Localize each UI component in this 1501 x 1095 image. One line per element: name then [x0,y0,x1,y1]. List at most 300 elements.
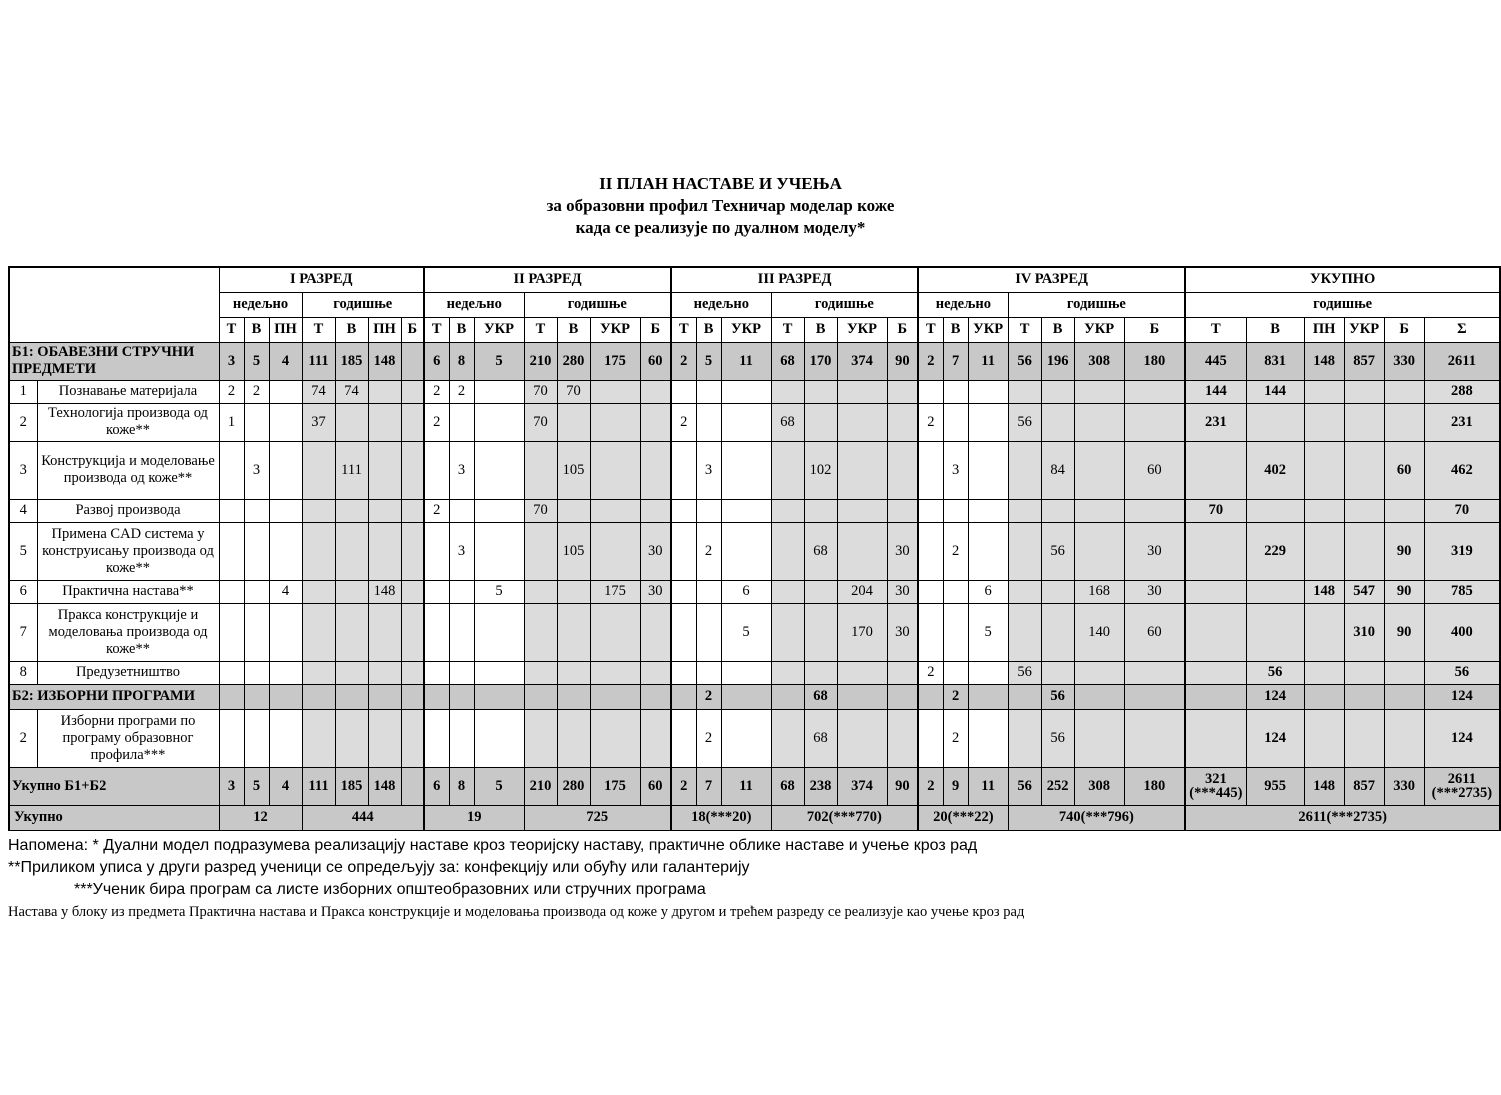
value-cell: 4 [269,342,302,380]
value-cell [918,684,943,709]
value-cell [269,441,302,499]
value-cell: 148 [368,767,401,805]
notes-block [8,835,1024,923]
value-cell: 6 [968,580,1008,603]
value-cell: 8 [449,342,474,380]
subject-name: Практична настава** [37,580,219,603]
value-cell: 56 [1041,709,1074,767]
value-cell [1344,684,1384,709]
header-annual-2: годишње [524,292,671,317]
value-cell [837,441,887,499]
value-cell [1246,499,1304,522]
value-cell [696,499,721,522]
value-cell: 68 [771,767,804,805]
value-cell: 2 [918,403,943,441]
value-cell: 30 [1124,522,1185,580]
value-cell [474,603,524,661]
value-cell: 124 [1424,709,1500,767]
col-header-y4-0: Т [918,317,943,342]
value-cell [943,603,968,661]
header-weekly-4: недељно [918,292,1008,317]
total-label: Укупно Б1+Б2 [9,767,219,805]
value-cell [771,380,804,403]
value-cell [943,499,968,522]
value-cell [918,499,943,522]
value-cell: 319 [1424,522,1500,580]
group-label-b2: Б2: ИЗБОРНИ ПРОГРАМИ [9,684,219,709]
header-years-row [9,267,1500,292]
value-cell: 2 [244,380,269,403]
value-cell: 2 [943,709,968,767]
value-cell: 70 [524,380,557,403]
value-cell [474,684,524,709]
value-cell [721,661,771,684]
header-annual-1: годишње [302,292,424,317]
value-cell: 330 [1384,342,1424,380]
value-cell [269,380,302,403]
value-cell: 185 [335,767,368,805]
value-cell [368,603,401,661]
value-cell [640,709,671,767]
value-cell: 148 [1304,342,1344,380]
value-cell [721,499,771,522]
value-cell: 175 [590,342,640,380]
col-header-y3-0: Т [671,317,696,342]
value-cell [640,380,671,403]
value-cell [1041,403,1074,441]
value-cell: 445 [1185,342,1246,380]
col-header-y1-4: В [335,317,368,342]
subject-row-elective [9,709,1500,767]
value-cell: 2611 (***2735) [1424,767,1500,805]
value-cell: 90 [1384,603,1424,661]
value-cell [335,580,368,603]
value-cell [1384,380,1424,403]
subject-row [9,499,1500,522]
value-cell: 168 [1074,580,1124,603]
value-cell [1124,709,1185,767]
value-cell [1124,499,1185,522]
value-cell: 70 [524,403,557,441]
value-cell: 374 [837,342,887,380]
value-cell [640,603,671,661]
subject-row [9,522,1500,580]
value-cell: 170 [837,603,887,661]
title-line-1: II ПЛАН НАСТАВЕ И УЧЕЊА [599,174,842,193]
value-cell [918,522,943,580]
value-cell [244,499,269,522]
value-cell [401,441,424,499]
value-cell [269,603,302,661]
value-cell: 56 [1041,684,1074,709]
header-corner-cell [9,267,219,342]
col-header-tot-4: Б [1384,317,1424,342]
value-cell [590,522,640,580]
value-cell [269,684,302,709]
value-cell: 402 [1246,441,1304,499]
value-cell [424,580,449,603]
value-cell [449,403,474,441]
value-cell [1344,499,1384,522]
value-cell [590,380,640,403]
value-cell [640,403,671,441]
value-cell [335,661,368,684]
value-cell [1344,403,1384,441]
value-cell [1124,380,1185,403]
value-cell [1384,403,1424,441]
value-cell [269,709,302,767]
col-header-tot-2: ПН [1304,317,1344,342]
value-cell: 4 [269,767,302,805]
value-cell [219,661,244,684]
subject-number: 6 [9,580,37,603]
value-cell [1304,380,1344,403]
value-cell: 60 [1124,441,1185,499]
header-columns-row [9,317,1500,342]
value-cell [1041,380,1074,403]
value-cell: 204 [837,580,887,603]
value-cell [269,499,302,522]
value-cell: 231 [1424,403,1500,441]
value-cell [671,709,696,767]
value-cell: 60 [1384,441,1424,499]
value-cell [524,580,557,603]
value-cell: 105 [557,441,590,499]
value-cell [1384,661,1424,684]
value-cell: 74 [335,380,368,403]
value-cell [837,403,887,441]
value-cell [219,522,244,580]
value-cell [424,603,449,661]
value-cell [640,441,671,499]
value-cell: 144 [1246,380,1304,403]
value-cell: 2 [449,380,474,403]
value-cell: 6 [424,342,449,380]
value-cell [335,684,368,709]
value-cell [918,441,943,499]
value-cell: 111 [335,441,368,499]
subject-name: Примена CAD система у конструисању производа од коже** [37,522,219,580]
col-header-y2-0: Т [424,317,449,342]
value-cell [1041,661,1074,684]
value-cell [1185,580,1246,603]
value-cell [302,441,335,499]
value-cell: 7 [696,767,721,805]
value-cell [1304,441,1344,499]
value-cell: 11 [968,342,1008,380]
value-cell [1185,603,1246,661]
value-cell [401,499,424,522]
value-cell [696,580,721,603]
value-cell [837,522,887,580]
value-cell [640,661,671,684]
value-cell [671,603,696,661]
value-cell [401,709,424,767]
value-cell [302,603,335,661]
value-cell [590,709,640,767]
value-cell: 2 [943,522,968,580]
value-cell [1124,403,1185,441]
value-cell: 831 [1246,342,1304,380]
value-cell: 310 [1344,603,1384,661]
value-cell: 231 [1185,403,1246,441]
note-4: Настава у блоку из предмета Практична настава и Пракса конструкције и моделовања производа од коже у другом и трећем разреду се реализује као учење кроз рад [8,904,1025,920]
value-cell [474,499,524,522]
value-cell [1008,380,1041,403]
group-row-b1 [9,342,1500,380]
value-cell [557,499,590,522]
value-cell [244,580,269,603]
value-cell [302,522,335,580]
header-weekly-1: недељно [219,292,302,317]
grand-total-cell: 18(***20) [671,805,771,830]
note-1: Напомена: * Дуални модел подразумева реализацију наставе кроз теоријску наставу, практичне облике наставе и учење кроз рад [8,837,978,854]
value-cell [219,684,244,709]
value-cell: 90 [887,342,918,380]
header-year-4: IV РАЗРЕД [918,267,1185,292]
value-cell [474,709,524,767]
value-cell [449,684,474,709]
value-cell [671,580,696,603]
value-cell [837,709,887,767]
col-header-y3-4: В [804,317,837,342]
value-cell: 210 [524,767,557,805]
value-cell [368,499,401,522]
value-cell [1246,603,1304,661]
value-cell: 2 [918,767,943,805]
value-cell [887,380,918,403]
grand-total-row [9,805,1500,830]
value-cell [219,580,244,603]
value-cell: 5 [968,603,1008,661]
value-cell: 111 [302,767,335,805]
value-cell: 37 [302,403,335,441]
value-cell [771,709,804,767]
value-cell [1124,684,1185,709]
col-header-y2-4: В [557,317,590,342]
value-cell: 56 [1008,661,1041,684]
value-cell [1074,684,1124,709]
value-cell: 84 [1041,441,1074,499]
value-cell [1074,441,1124,499]
value-cell: 148 [368,342,401,380]
value-cell: 5 [696,342,721,380]
value-cell [1041,580,1074,603]
value-cell [401,342,424,380]
value-cell: 102 [804,441,837,499]
col-header-y4-2: УКР [968,317,1008,342]
value-cell: 1 [219,403,244,441]
value-cell [424,684,449,709]
value-cell: 3 [449,522,474,580]
value-cell: 462 [1424,441,1500,499]
col-header-tot-5: Σ [1424,317,1500,342]
value-cell [943,661,968,684]
subject-row [9,403,1500,441]
value-cell [449,603,474,661]
value-cell [401,661,424,684]
value-cell [474,661,524,684]
value-cell [640,684,671,709]
value-cell: 5 [244,767,269,805]
value-cell [837,499,887,522]
value-cell [401,380,424,403]
value-cell [449,499,474,522]
value-cell: 857 [1344,342,1384,380]
value-cell [771,441,804,499]
subject-row [9,441,1500,499]
value-cell [968,661,1008,684]
value-cell [887,441,918,499]
value-cell [1008,522,1041,580]
value-cell: 170 [804,342,837,380]
value-cell [1185,709,1246,767]
value-cell [368,709,401,767]
value-cell [219,441,244,499]
value-cell: 56 [1008,342,1041,380]
value-cell [401,684,424,709]
value-cell: 124 [1246,709,1304,767]
title-line-3: када се реализује по дуалном моделу* [575,218,866,237]
value-cell [968,499,1008,522]
header-period-row [9,292,1500,317]
value-cell [721,684,771,709]
value-cell [721,441,771,499]
value-cell [696,380,721,403]
value-cell [804,661,837,684]
value-cell [368,403,401,441]
value-cell [1074,499,1124,522]
col-header-y1-1: В [244,317,269,342]
value-cell: 400 [1424,603,1500,661]
value-cell [557,603,590,661]
value-cell [474,522,524,580]
value-cell: 2611 [1424,342,1500,380]
value-cell [424,661,449,684]
header-annual-total: годишње [1185,292,1500,317]
value-cell [335,603,368,661]
value-cell [524,684,557,709]
value-cell: 11 [721,767,771,805]
grand-total-cell: 20(***22) [918,805,1008,830]
value-cell [696,403,721,441]
value-cell [771,522,804,580]
value-cell [557,661,590,684]
value-cell: 4 [269,580,302,603]
value-cell: 60 [1124,603,1185,661]
value-cell: 30 [1124,580,1185,603]
value-cell [1185,661,1246,684]
value-cell [918,603,943,661]
value-cell: 111 [302,342,335,380]
value-cell: 6 [424,767,449,805]
subject-number: 2 [9,403,37,441]
value-cell [771,684,804,709]
subject-name: Технологија производа од коже** [37,403,219,441]
grand-total-label: Укупно [9,805,219,830]
curriculum-table [8,266,1501,831]
value-cell: 3 [219,767,244,805]
value-cell [1008,499,1041,522]
col-header-y1-0: Т [219,317,244,342]
value-cell [968,403,1008,441]
value-cell [590,403,640,441]
value-cell [590,441,640,499]
value-cell [1124,661,1185,684]
value-cell [219,603,244,661]
value-cell: 252 [1041,767,1074,805]
value-cell: 308 [1074,767,1124,805]
value-cell [671,522,696,580]
grand-total-cell: 19 [424,805,524,830]
col-header-y2-6: Б [640,317,671,342]
subject-name: Изборни програми по програму образовног профила*** [37,709,219,767]
value-cell [887,403,918,441]
subject-name: Познавање материјала [37,380,219,403]
value-cell [887,661,918,684]
value-cell [219,709,244,767]
value-cell [590,661,640,684]
value-cell: 3 [943,441,968,499]
value-cell [804,580,837,603]
value-cell: 321 (***445) [1185,767,1246,805]
value-cell: 124 [1424,684,1500,709]
value-cell: 9 [943,767,968,805]
value-cell [887,499,918,522]
value-cell [524,661,557,684]
value-cell: 857 [1344,767,1384,805]
value-cell [335,403,368,441]
value-cell [1074,403,1124,441]
subject-number: 8 [9,661,37,684]
header-annual-3: годишње [771,292,918,317]
value-cell [671,499,696,522]
header-year-3: III РАЗРЕД [671,267,918,292]
value-cell: 7 [943,342,968,380]
value-cell: 68 [804,522,837,580]
value-cell [1344,380,1384,403]
value-cell: 5 [244,342,269,380]
value-cell [640,499,671,522]
col-header-y1-3: Т [302,317,335,342]
value-cell: 140 [1074,603,1124,661]
value-cell: 2 [918,342,943,380]
value-cell [1246,580,1304,603]
value-cell: 68 [771,342,804,380]
value-cell [449,661,474,684]
value-cell [1384,499,1424,522]
value-cell: 185 [335,342,368,380]
value-cell [671,380,696,403]
value-cell: 56 [1008,767,1041,805]
value-cell [771,499,804,522]
value-cell [244,522,269,580]
value-cell [590,499,640,522]
header-annual-4: годишње [1008,292,1185,317]
subject-name: Развој производа [37,499,219,522]
value-cell: 2 [696,709,721,767]
value-cell [1185,522,1246,580]
value-cell [1185,684,1246,709]
value-cell [696,661,721,684]
value-cell: 785 [1424,580,1500,603]
value-cell: 90 [1384,580,1424,603]
value-cell [1185,441,1246,499]
value-cell: 2 [671,767,696,805]
value-cell [424,441,449,499]
value-cell [1008,709,1041,767]
value-cell: 196 [1041,342,1074,380]
